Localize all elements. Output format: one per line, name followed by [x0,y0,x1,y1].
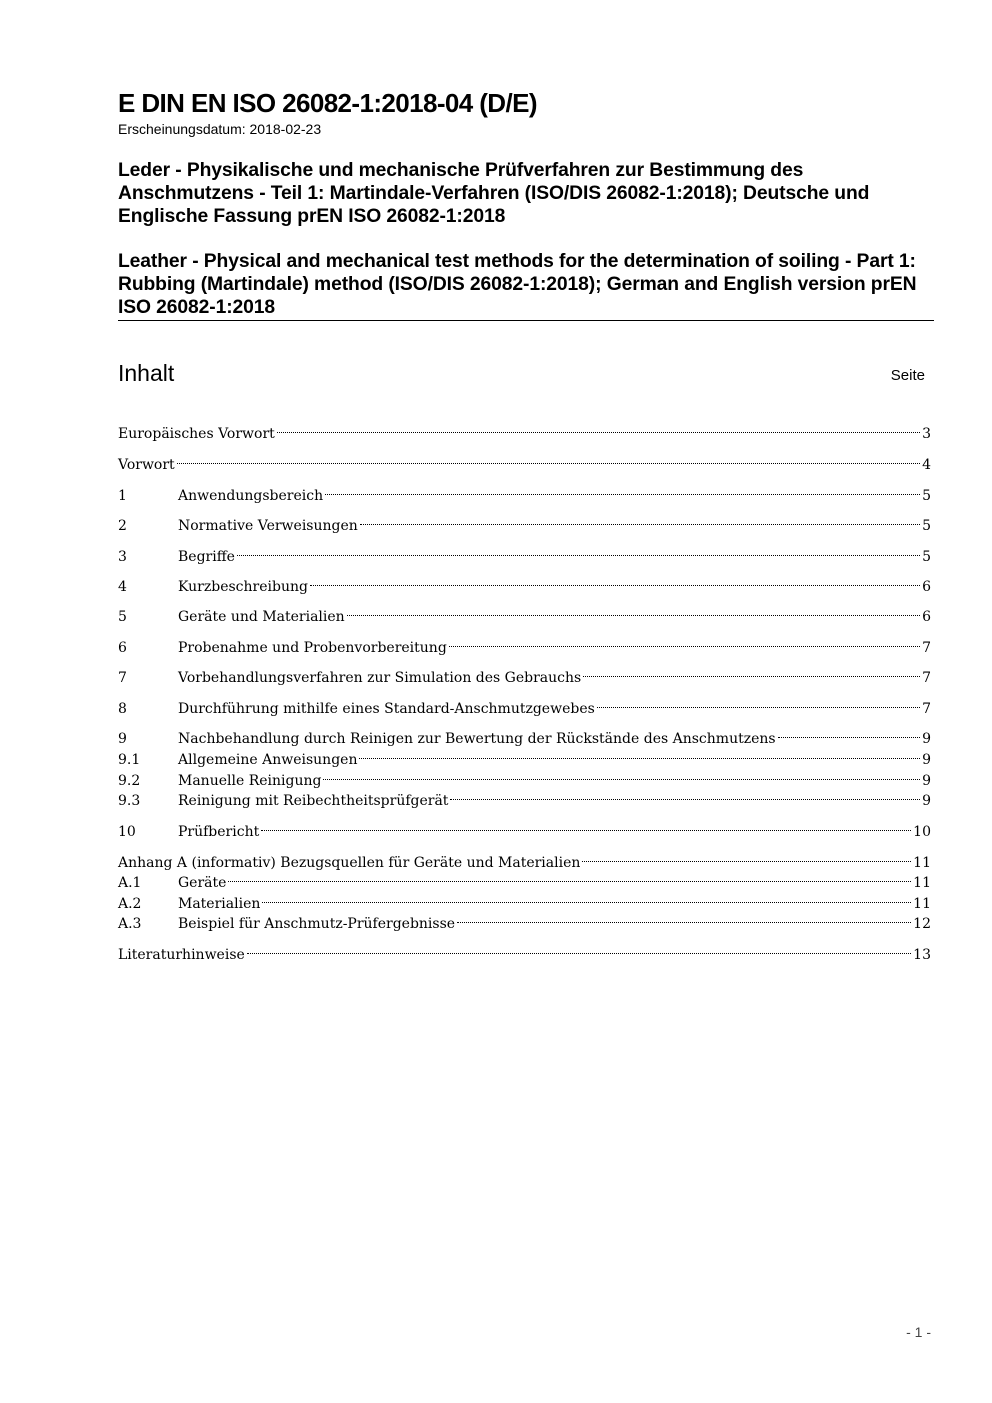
toc-dot-leader [321,764,922,785]
toc-page-column-label: Seite [890,367,925,384]
toc-dot-leader [455,907,913,928]
toc-entry[interactable] [118,743,931,768]
toc-entry-label: Probenahme und Probenvorbereitung [178,640,447,656]
toc-entry[interactable] [118,907,931,932]
toc-entry-label: Materialien [178,896,261,912]
toc-dot-leader [448,784,922,805]
toc-entry-label: Kurzbeschreibung [178,579,308,595]
toc-entry-page: 7 [922,701,931,717]
toc-entry[interactable] [118,417,931,442]
toc-entry-number: 1 [118,488,127,504]
toc-entry-number: 6 [118,640,127,656]
toc-dot-leader [308,570,922,591]
toc-entry-page: 5 [922,488,931,504]
toc-entry[interactable] [118,509,931,534]
toc-dot-leader [259,815,913,836]
toc-entry-number: A.3 [118,916,142,932]
toc-entry-label: Allgemeine Anweisungen [178,752,358,768]
toc-entry-page: 12 [913,916,931,932]
toc-dot-leader [345,600,922,621]
publication-date: Erscheinungsdatum: 2018-02-23 [118,121,322,137]
toc-entry-label: Vorwort [118,457,175,473]
toc-dot-leader [175,448,922,469]
toc-entry[interactable] [118,938,931,963]
toc-entry-label: Prüfbericht [178,824,260,840]
toc-entry-number: 5 [118,609,127,625]
toc-entry[interactable] [118,570,931,595]
toc-entry[interactable] [118,866,931,891]
toc-dot-leader [776,722,923,743]
toc-dot-leader [260,887,913,908]
toc-entry-number: 9 [118,731,127,747]
toc-entry-label: Anwendungsbereich [178,488,324,504]
toc-entry-number: A.2 [118,896,142,912]
toc-dot-leader [245,938,913,959]
title-german: Leder - Physikalische und mechanische Prüfverfahren zur Bestimmung des Anschmutzens - Teil 1: Martindale-Verfahren (ISO/DIS 26082-1:2018); Deutsche und Englische Fassung prEN ISO 26082-1:2018 [118,160,870,227]
toc-entry-page: 13 [913,947,931,963]
toc-entry-page: 5 [922,518,931,534]
toc-entry-label: Literaturhinweise [118,947,245,963]
toc-entry[interactable] [118,540,931,565]
toc-entry-number: 9.2 [118,773,141,789]
toc-entry-page: 9 [922,793,931,809]
toc-entry[interactable] [118,846,931,871]
toc-entry-label: Geräte [178,875,227,891]
toc-entry-page: 11 [913,875,931,891]
toc-entry-page: 11 [913,896,931,912]
toc-entry-label: Beispiel für Anschmutz-Prüfergebnisse [178,916,456,932]
toc-entry-number: 9.1 [118,752,141,768]
toc-entry-number: 4 [118,579,127,595]
toc-entry[interactable] [118,661,931,686]
toc-entry-number: 9.3 [118,793,141,809]
toc-dot-leader [581,661,922,682]
page-number: - 1 - [906,1324,931,1340]
toc-dot-leader [323,479,922,500]
toc-entry-label: Manuelle Reinigung [178,773,322,789]
toc-entry-page: 9 [922,752,931,768]
toc-entry-number: 2 [118,518,127,534]
toc-entry-page: 3 [922,426,931,442]
toc-heading: Inhalt [118,360,175,386]
toc-entry-number: 10 [118,824,136,840]
toc-entry-page: 6 [922,609,931,625]
toc-entry[interactable] [118,784,931,809]
toc-entry-page: 7 [922,640,931,656]
toc-dot-leader [580,846,913,867]
toc-entry-label: Reinigung mit Reibechtheitsprüfgerät [178,793,449,809]
toc-entry-number: 8 [118,701,127,717]
toc-entry-number: 3 [118,549,127,565]
toc-entry-label: Begriffe [178,549,235,565]
toc-entry-label: Europäisches Vorwort [118,426,275,442]
document-id: E DIN EN ISO 26082-1:2018-04 (D/E) [118,88,537,118]
toc-dot-leader [357,743,922,764]
toc-entry[interactable] [118,479,931,504]
toc-entry-label: Geräte und Materialien [178,609,345,625]
toc-entry-number: A.1 [118,875,142,891]
toc-entry-label: Durchführung mithilfe eines Standard-Anschmutzgewebes [178,701,595,717]
toc-dot-leader [226,866,913,887]
toc-entry-page: 11 [913,855,931,871]
title-english: Leather - Physical and mechanical test methods for the determination of soiling - Part 1: Rubbing (Martindale) method (ISO/DIS 26082-1:2018); German and English version prEN ISO 26082-1:2018 [118,251,917,318]
toc-entry[interactable] [118,600,931,625]
toc-dot-leader [595,692,922,713]
toc-entry-label: Normative Verweisungen [178,518,358,534]
toc-entry[interactable] [118,764,931,789]
toc-entry-page: 7 [922,670,931,686]
toc-entry-label: Nachbehandlung durch Reinigen zur Bewertung der Rückstände des Anschmutzens [178,731,776,747]
toc-entry-label: Anhang A (informativ) Bezugsquellen für Geräte und Materialien [118,855,581,871]
toc-entry[interactable] [118,448,931,473]
title-divider [118,320,934,321]
toc-entry[interactable] [118,887,931,912]
toc-entry-page: 9 [922,773,931,789]
toc-entry-page: 6 [922,579,931,595]
toc-entry[interactable] [118,631,931,656]
toc-dot-leader [358,509,922,530]
toc-entry[interactable] [118,692,931,717]
toc-entry-number: 7 [118,670,127,686]
toc-entry-label: Vorbehandlungsverfahren zur Simulation des Gebrauchs [178,670,582,686]
toc-dot-leader [235,540,922,561]
toc-entry-page: 4 [922,457,931,473]
toc-entry-page: 9 [922,731,931,747]
toc-entry-page: 5 [922,549,931,565]
toc-entry-page: 10 [913,824,931,840]
toc-dot-leader [447,631,922,652]
toc-entry[interactable] [118,722,931,747]
toc-dot-leader [275,417,922,438]
toc-entry[interactable] [118,815,931,840]
